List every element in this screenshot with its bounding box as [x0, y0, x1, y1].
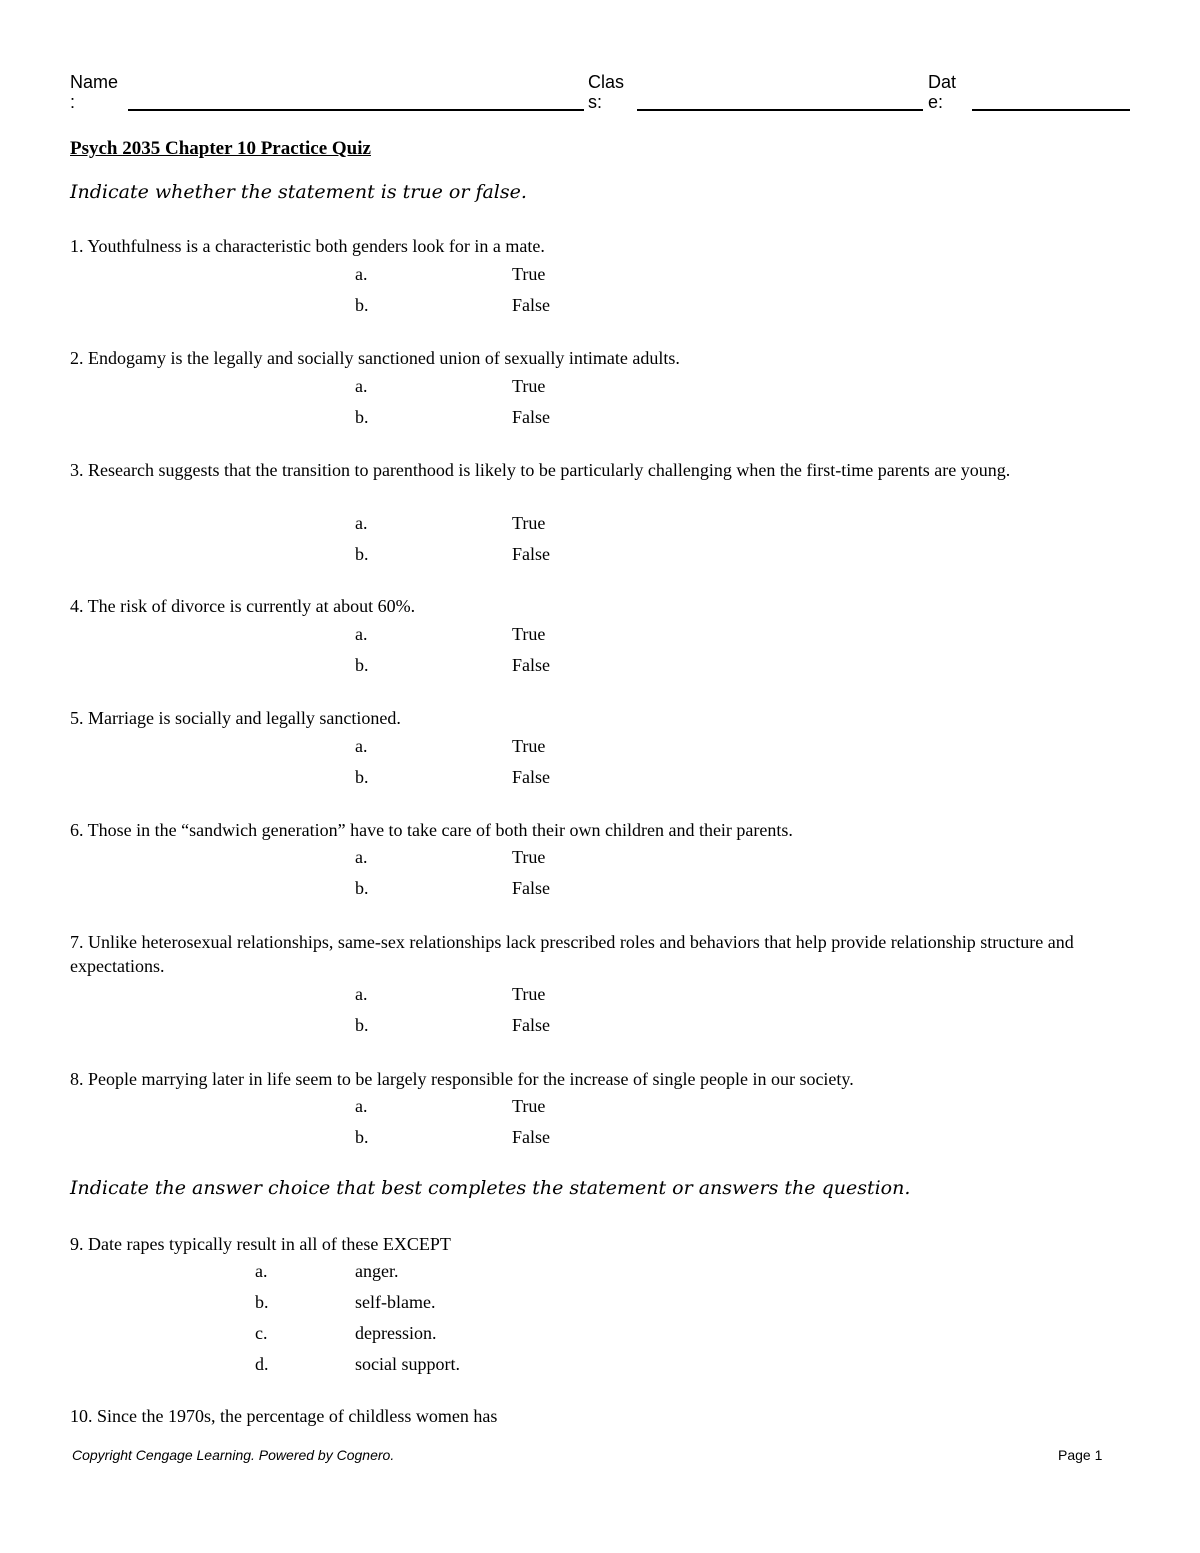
name-label-bottom: : [70, 92, 76, 112]
name-blank-line[interactable] [128, 109, 584, 111]
question-5-option-letter[interactable]: b. [355, 767, 369, 787]
question-1-option-letter[interactable]: b. [355, 295, 369, 315]
question-8-option-letter[interactable]: a. [355, 1096, 368, 1116]
question-5-option-text[interactable]: True [512, 736, 546, 756]
question-5: 5. Marriage is socially and legally sanctioned. [70, 708, 401, 728]
question-8-option-letter[interactable]: b. [355, 1127, 369, 1147]
question-3-option-text[interactable]: False [512, 544, 550, 564]
question-6-option-letter[interactable]: b. [355, 878, 369, 898]
question-4-option-text[interactable]: True [512, 624, 546, 644]
class-blank-line[interactable] [637, 109, 923, 111]
question-2: 2. Endogamy is the legally and socially sanctioned union of sexually intimate adults. [70, 348, 680, 368]
question-2-option-letter[interactable]: a. [355, 376, 368, 396]
question-7-option-text[interactable]: True [512, 984, 546, 1004]
question-5-option-letter[interactable]: a. [355, 736, 368, 756]
question-9: 9. Date rapes typically result in all of these EXCEPT [70, 1234, 451, 1254]
question-1-option-text[interactable]: False [512, 295, 550, 315]
question-6-option-letter[interactable]: a. [355, 847, 368, 867]
true-false-instructions: Indicate whether the statement is true or false. [70, 181, 527, 203]
question-5-option-text[interactable]: False [512, 767, 550, 787]
date-label-bottom: e: [928, 92, 944, 112]
question-7-option-letter[interactable]: a. [355, 984, 368, 1004]
question-6-option-text[interactable]: False [512, 878, 550, 898]
question-3-option-text[interactable]: True [512, 513, 546, 533]
question-10: 10. Since the 1970s, the percentage of childless women has [70, 1406, 498, 1426]
question-4-option-letter[interactable]: a. [355, 624, 368, 644]
question-8-option-text[interactable]: False [512, 1127, 550, 1147]
question-6: 6. Those in the “sandwich generation” have to take care of both their own children and their parents. [70, 820, 793, 840]
question-8-option-text[interactable]: True [512, 1096, 546, 1116]
question-3-option-letter[interactable]: a. [355, 513, 368, 533]
question-9-option-letter[interactable]: b. [255, 1292, 269, 1312]
question-7: 7. Unlike heterosexual relationships, same-sex relationships lack prescribed roles and behaviors that help provide relationship structure and expectations. [70, 932, 1074, 976]
quiz-title: Psych 2035 Chapter 10 Practice Quiz [70, 138, 371, 159]
question-9-option-text[interactable]: depression. [355, 1323, 437, 1343]
name-label-top: Name [70, 72, 119, 92]
question-1-option-letter[interactable]: a. [355, 264, 368, 284]
class-label-bottom: s: [588, 92, 603, 112]
question-1: 1. Youthfulness is a characteristic both genders look for in a mate. [70, 236, 545, 256]
question-4: 4. The risk of divorce is currently at about 60%. [70, 596, 416, 616]
question-2-option-text[interactable]: True [512, 376, 546, 396]
date-blank-line[interactable] [972, 109, 1130, 111]
question-3: 3. Research suggests that the transition to parenthood is likely to be particularly challenging when the first-time parents are young. [70, 460, 1011, 480]
date-label-top: Dat [928, 72, 957, 92]
copyright-notice: Copyright Cengage Learning. Powered by Cognero. [72, 1447, 395, 1463]
class-label-top: Clas [588, 72, 625, 92]
question-2-option-text[interactable]: False [512, 407, 550, 427]
page-number: Page 1 [1058, 1447, 1103, 1463]
question-4-option-letter[interactable]: b. [355, 655, 369, 675]
question-9-option-text[interactable]: self-blame. [355, 1292, 436, 1312]
multiple-choice-instructions: Indicate the answer choice that best completes the statement or answers the question. [70, 1177, 911, 1199]
question-9-option-letter[interactable]: a. [255, 1261, 268, 1281]
question-7-option-letter[interactable]: b. [355, 1015, 369, 1035]
question-9-option-text[interactable]: social support. [355, 1354, 460, 1374]
question-2-option-letter[interactable]: b. [355, 407, 369, 427]
question-9-option-letter[interactable]: d. [255, 1354, 269, 1374]
question-8: 8. People marrying later in life seem to be largely responsible for the increase of single people in our society. [70, 1069, 854, 1089]
question-1-option-text[interactable]: True [512, 264, 546, 284]
question-3-option-letter[interactable]: b. [355, 544, 369, 564]
question-9-option-letter[interactable]: c. [255, 1323, 268, 1343]
question-7-option-text[interactable]: False [512, 1015, 550, 1035]
question-4-option-text[interactable]: False [512, 655, 550, 675]
question-9-option-text[interactable]: anger. [355, 1261, 399, 1281]
question-6-option-text[interactable]: True [512, 847, 546, 867]
